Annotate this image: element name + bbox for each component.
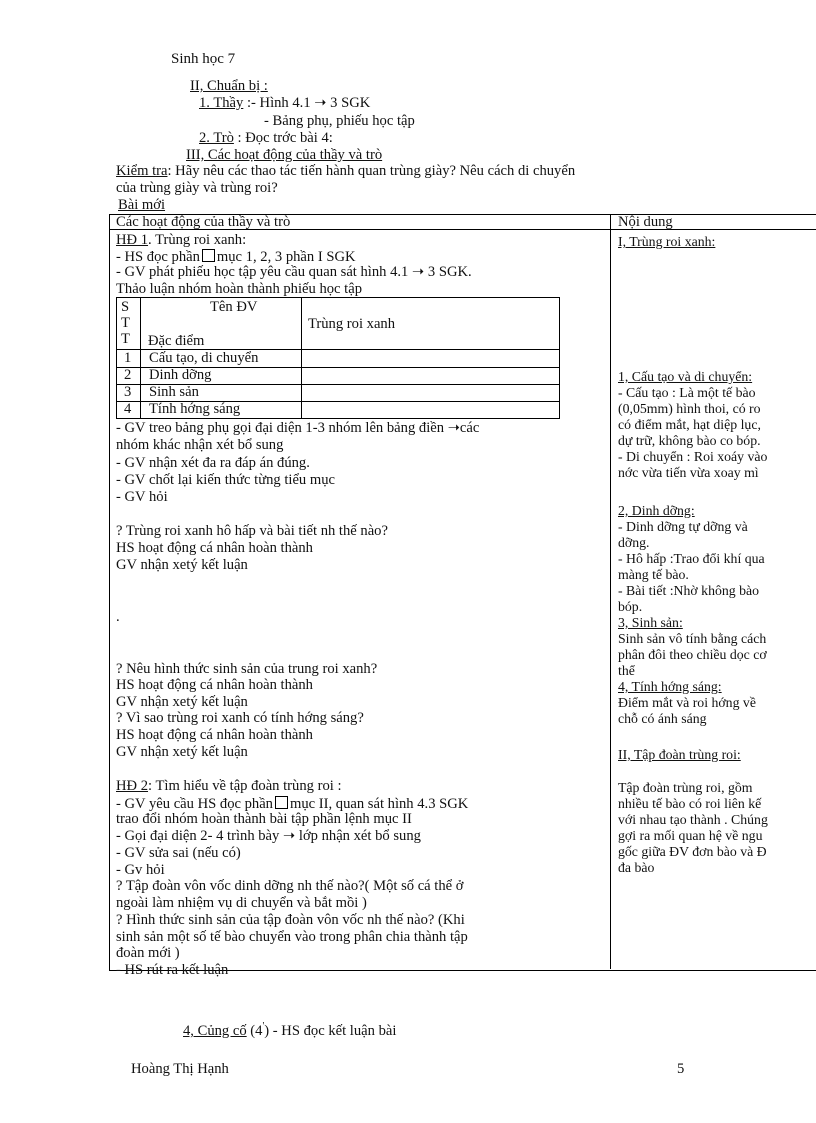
content-line: nớc vừa tiến vừa xoay mì <box>618 465 759 480</box>
left-line-6: - GV nhận xét đa ra đáp án đúng. <box>116 455 310 471</box>
student-label: 2. Trò <box>199 130 234 146</box>
hd2-heading <box>116 779 342 795</box>
worksheet-row-label: Sinh sản <box>149 384 199 400</box>
content-line: dự trữ, không bào co bóp. <box>618 433 761 448</box>
question-1-b: GV nhận xetý kết luận <box>116 557 248 573</box>
left-line-2 <box>116 265 472 281</box>
new-lesson: Bài mới <box>118 197 166 213</box>
arrow-right-icon: ➝ <box>314 95 327 111</box>
content-line: Tập đoàn trùng roi, gồm <box>618 780 753 795</box>
table-header-right: Nội dung <box>618 214 673 230</box>
hd1-label: HĐ 1 <box>116 232 149 248</box>
question-2: ? Nêu hình thức sinh sản của trung roi xanh? <box>116 661 378 677</box>
content-line: bóp. <box>618 599 643 614</box>
check-text: : Hãy nêu các thao tác tiến hành quan trùng giày? Nêu cách di chuyển <box>167 163 576 179</box>
checkbox-square-icon <box>202 249 215 262</box>
consolidation-time: (4 <box>246 1022 263 1039</box>
hd2-line-1a: - GV yêu cầu HS đọc phần <box>116 796 273 812</box>
left-line-2a: - GV phát phiếu học tập yêu cầu quan sát hình 4.1 <box>116 264 409 280</box>
worksheet-header-species: Trùng roi xanh <box>308 316 396 332</box>
arrow-right-icon: ➝ <box>447 420 460 436</box>
worksheet-table <box>116 297 560 419</box>
left-line-5: nhóm khác nhận xét bổ sung <box>116 437 284 453</box>
worksheet-row-num: 2 <box>124 367 132 383</box>
hd2-line-10: đoàn mới ) <box>116 945 180 961</box>
question-3-b: GV nhận xetý kết luận <box>116 744 248 760</box>
prep-student-line <box>199 130 333 146</box>
question-3: ? Vì sao trùng roi xanh có tính hớng sáng? <box>116 710 364 726</box>
content-line: đa bào <box>618 860 655 875</box>
consolidation-line <box>183 1019 396 1039</box>
consolidation-text: ) - HS đọc kết luận bài <box>264 1022 397 1039</box>
hd2-label: HĐ 2 <box>116 778 149 794</box>
prep-teacher-line <box>199 95 370 111</box>
content-line: với nhau tạo thành . Chúng <box>618 812 768 827</box>
check-label: Kiểm tra <box>116 163 168 179</box>
hd2-line-3b: lớp nhận xét bổ sung <box>298 828 421 844</box>
content-line: màng tế bào. <box>618 567 689 582</box>
section-2-title: II, Tập đoàn trùng roi: <box>618 747 741 762</box>
hd2-line-8: ? Hình thức sinh sản của tập đoàn vôn vốc nh thế nào? (Khi <box>116 912 465 928</box>
section-1-2-title: 2, Dinh dỡng: <box>618 503 695 518</box>
hd2-line-3a: - Gọi đại diện 2- 4 trình bày <box>116 828 280 844</box>
left-line-4b: các <box>459 420 480 436</box>
content-line: nhiều tế bào có roi liên kế <box>618 796 762 811</box>
left-line-1b: mục 1, 2, 3 phần I SGK <box>216 249 356 265</box>
question-1-a: HS hoạt động cá nhân hoàn thành <box>116 540 313 556</box>
section-1-3-title: 3, Sinh sản: <box>618 615 683 630</box>
content-line: - Hô hấp :Trao đổi khí qua <box>618 551 765 566</box>
teacher-text: :- Hình 4.1 <box>243 95 311 111</box>
check-line-2: của trùng giày và trùng roi? <box>116 180 278 196</box>
activities-title: III, Các hoạt động của thầy và trò <box>186 147 383 163</box>
subject-header: Sinh học 7 <box>171 51 236 67</box>
content-line: có điểm mắt, hạt diệp lục, <box>618 417 761 432</box>
worksheet-row-label: Tính hớng sáng <box>149 401 241 417</box>
worksheet-row-num: 3 <box>124 384 132 400</box>
worksheet-header-feature: Đặc điểm <box>148 333 205 349</box>
teacher-label: 1. Thầy <box>199 95 244 111</box>
hd2-line-7: ngoài làm nhiệm vụ di chuyển và bắt mồi ) <box>116 895 367 911</box>
left-line-3: Thảo luận nhóm hoàn thành phiếu học tập <box>116 281 363 297</box>
hd2-line-6: ? Tập đoàn vôn vốc dinh dỡng nh thế nào?( Một số cá thể ở <box>116 878 464 894</box>
section-1-1-title: 1, Cấu tạo và di chuyển: <box>618 369 753 384</box>
worksheet-header-name: Tên ĐV <box>210 299 258 315</box>
content-line: gợi ra mối quan hệ về ngu <box>618 828 763 843</box>
left-line-4a: - GV treo bảng phụ gọi đại diện 1-3 nhóm lên bảng điền <box>116 420 445 436</box>
left-line-8: - GV hỏi <box>116 489 168 505</box>
worksheet-row-label: Cấu tạo, di chuyển <box>149 350 259 366</box>
left-line-2b: 3 SGK. <box>427 264 472 280</box>
content-line: - Bài tiết :Nhờ không bào <box>618 583 760 598</box>
worksheet-header-s: S <box>121 299 130 315</box>
worksheet-header-t2: T <box>121 331 130 347</box>
hd2-line-4: - GV sửa sai (nếu có) <box>116 845 241 861</box>
page-number: 5 <box>677 1061 685 1077</box>
question-3-a: HS hoạt động cá nhân hoàn thành <box>116 727 313 743</box>
hd2-line-5: - Gv hỏi <box>116 862 165 878</box>
left-line-1a: - HS đọc phần <box>116 249 200 265</box>
content-column <box>611 230 816 969</box>
question-2-a: HS hoạt động cá nhân hoàn thành <box>116 677 313 693</box>
arrow-right-icon: ➝ <box>283 828 296 844</box>
student-text: : Đọc trớc bài 4: <box>233 130 333 146</box>
worksheet-header-t1: T <box>121 315 130 331</box>
hd2-line-11: - HS rút ra kết luận <box>116 962 229 978</box>
content-line: - Di chuyển : Roi xoáy vào <box>618 449 768 464</box>
hd1-title: . Trùng roi xanh: <box>148 232 247 248</box>
left-line-4 <box>116 421 479 437</box>
question-2-b: GV nhận xetý kết luận <box>116 694 248 710</box>
hd2-line-9: sinh sản một số tế bào chuyển vào trong phân chia thành tập <box>116 929 468 945</box>
left-dot: . <box>116 609 120 625</box>
content-line: (0,05mm) hình thoi, có ro <box>618 401 761 416</box>
left-line-7: - GV chốt lại kiến thức từng tiểu mục <box>116 472 336 488</box>
hd2-line-1b: mục II, quan sát hình 4.3 SGK <box>289 796 469 812</box>
check-line-1 <box>116 163 575 179</box>
content-line: - Dinh dỡng tự dỡng và <box>618 519 748 534</box>
consolidation-prime: ' <box>262 1021 265 1032</box>
worksheet-row-num: 4 <box>124 401 132 417</box>
content-line: Điểm mắt và roi hớng về <box>618 695 756 710</box>
content-line: chỗ có ánh sáng <box>618 711 707 726</box>
worksheet-row-num: 1 <box>124 350 132 366</box>
prep-title: II, Chuẩn bị : <box>190 78 268 94</box>
content-line: dỡng. <box>618 535 650 550</box>
worksheet-row-label: Dinh dỡng <box>149 367 212 383</box>
hd1-heading <box>116 233 246 249</box>
hd2-title: : Tìm hiểu về tập đoàn trùng roi : <box>148 778 342 794</box>
arrow-right-icon: ➝ <box>412 264 425 280</box>
table-header-left: Các hoạt động của thầy và trò <box>116 214 291 230</box>
teacher-text-end: 3 SGK <box>330 95 371 111</box>
teacher-line-2: - Bảng phụ, phiếu học tập <box>264 113 415 129</box>
hd2-line-2: trao đổi nhóm hoàn thành bài tập phần lệnh mục II <box>116 811 412 827</box>
footer-author: Hoàng Thị Hạnh <box>131 1061 229 1077</box>
checkbox-square-icon <box>275 796 288 809</box>
section-1-4-title: 4, Tính hớng sáng: <box>618 679 722 694</box>
content-line: Sinh sản vô tính bằng cách <box>618 631 767 646</box>
content-line: thể <box>618 663 635 678</box>
consolidation-label: 4, Củng cố <box>183 1022 247 1039</box>
section-1-title: I, Trùng roi xanh: <box>618 234 716 249</box>
content-line: gốc giữa ĐV đơn bào và Đ <box>618 844 767 859</box>
hd2-line-3 <box>116 829 421 845</box>
content-line: phân đôi theo chiều dọc cơ <box>618 647 767 662</box>
question-1: ? Trùng roi xanh hô hấp và bài tiết nh thế nào? <box>116 523 388 539</box>
content-line: - Cấu tạo : Là một tế bào <box>618 385 756 400</box>
